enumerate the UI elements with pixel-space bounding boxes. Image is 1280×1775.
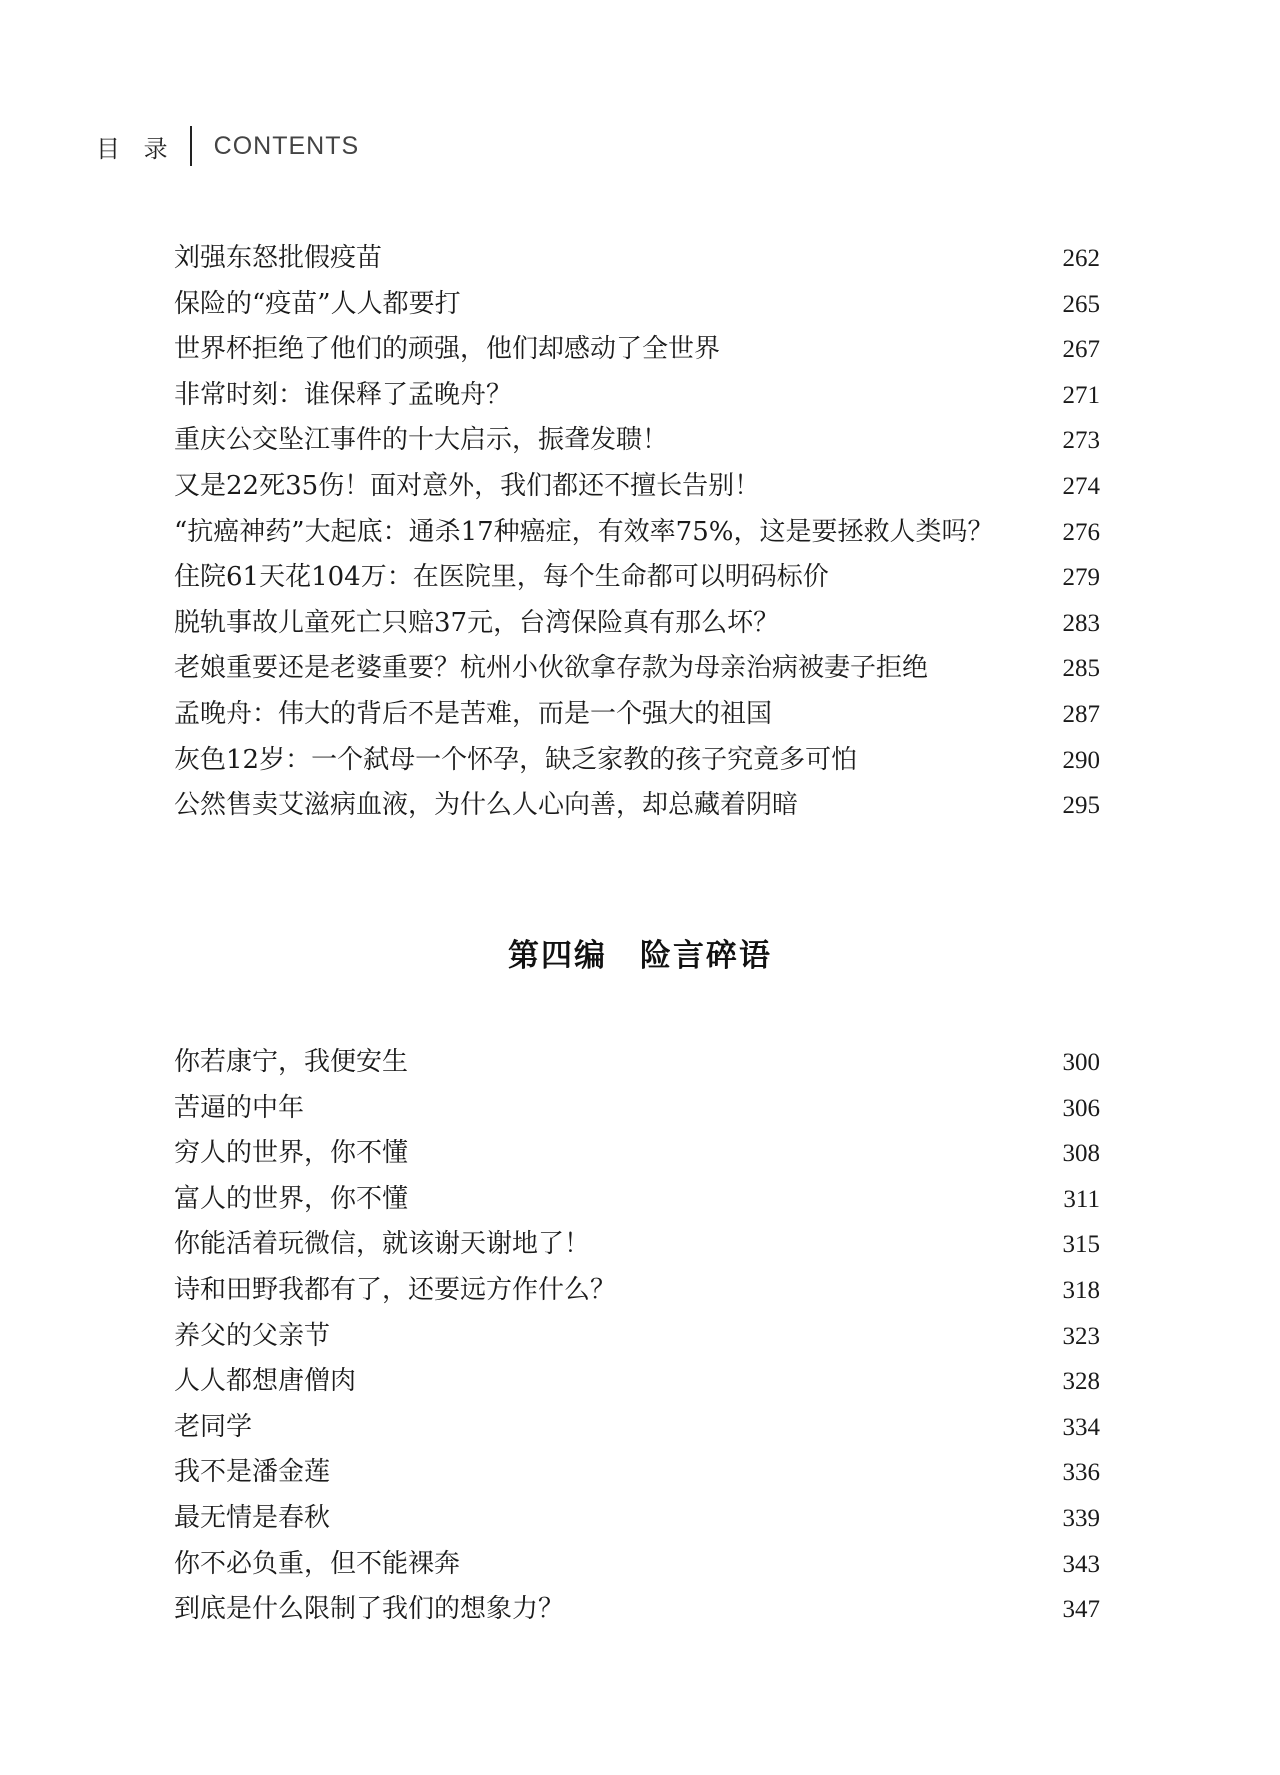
toc-entry (174, 1359, 1100, 1405)
toc-entry-page-number: 271 (1062, 381, 1100, 409)
toc-entry-page-number: 306 (1062, 1094, 1100, 1122)
toc-entry (174, 1542, 1100, 1588)
toc-list-part4 (174, 1040, 1100, 1633)
toc-entry-title: 住院61天花104万：在医院里，每个生命都可以明码标价 (174, 562, 829, 593)
toc-entry (174, 1450, 1100, 1496)
toc-entry (174, 1268, 1100, 1314)
toc-entry (174, 1177, 1100, 1223)
toc-entry-page-number: 343 (1062, 1550, 1100, 1578)
toc-entry-page-number: 334 (1062, 1413, 1100, 1441)
header-divider (190, 126, 192, 166)
toc-entry-page-number: 290 (1062, 746, 1100, 774)
toc-entry (174, 1405, 1100, 1451)
toc-entry-page-number: 323 (1062, 1322, 1100, 1350)
toc-entry-title: 富人的世界，你不懂 (174, 1183, 409, 1214)
header-title-en: CONTENTS (213, 131, 360, 160)
toc-entry-title: 刘强东怒批假疫苗 (174, 243, 383, 273)
toc-entry-page-number: 328 (1062, 1368, 1100, 1396)
toc-entry (174, 783, 1100, 829)
toc-entry (174, 1314, 1100, 1360)
toc-entry (174, 373, 1100, 419)
toc-entry-title: 养父的父亲节 (174, 1320, 331, 1351)
toc-entry (174, 1496, 1100, 1542)
toc-entry (174, 646, 1100, 692)
toc-entry-title: 保险的“疫苗”人人都要打 (174, 288, 461, 319)
toc-entry-title: 穷人的世界，你不懂 (174, 1138, 409, 1169)
toc-entry-title: 诗和田野我都有了，还要远方作什么？ (174, 1274, 617, 1305)
toc-entry-page-number: 308 (1062, 1140, 1100, 1168)
toc-entry-title: 我不是潘金莲 (174, 1457, 331, 1488)
toc-entry-page-number: 318 (1062, 1276, 1100, 1304)
toc-entry (174, 418, 1100, 464)
toc-entry (174, 692, 1100, 738)
page-header (96, 124, 359, 168)
toc-entry (174, 1587, 1100, 1633)
toc-entry-title: 苦逼的中年 (174, 1092, 305, 1123)
toc-entry (174, 464, 1100, 510)
toc-entry-title: 脱轨事故儿童死亡只赔37元，台湾保险真有那么坏？ (174, 607, 780, 638)
toc-entry-title: 你能活着玩微信，就该谢天谢地了！ (174, 1229, 591, 1260)
toc-entry-title: 你若康宁，我便安生 (174, 1047, 409, 1077)
toc-entry-title: 人人都想唐僧肉 (174, 1366, 357, 1397)
toc-entry (174, 1131, 1100, 1177)
toc-entry-title: 灰色12岁：一个弑母一个怀孕，缺乏家教的孩子究竟多可怕 (174, 744, 858, 775)
toc-entry-page-number: 279 (1062, 564, 1100, 592)
toc-entry (174, 236, 1100, 282)
toc-entry (174, 601, 1100, 647)
toc-entry (174, 738, 1100, 784)
toc-entry-title: 老同学 (174, 1411, 253, 1442)
toc-entry-title: 老娘重要还是老婆重要？杭州小伙欲拿存款为母亲治病被妻子拒绝 (174, 653, 929, 684)
toc-entry-title: “抗癌神药”大起底：通杀17种癌症，有效率75%，这是要拯救人类吗？ (174, 516, 994, 547)
toc-entry (174, 1222, 1100, 1268)
toc-entry-page-number: 287 (1062, 700, 1100, 728)
toc-entry-title: 最无情是春秋 (174, 1502, 331, 1533)
toc-entry (174, 510, 1100, 556)
toc-entry-page-number: 265 (1062, 290, 1100, 318)
toc-entry (174, 555, 1100, 601)
toc-entry (174, 327, 1100, 373)
header-title-zh: 目 录 (96, 134, 176, 163)
toc-entry-title: 重庆公交坠江事件的十大启示，振聋发聩！ (174, 425, 669, 456)
toc-entry-title: 非常时刻：谁保释了孟晚舟？ (174, 379, 513, 410)
toc-entry-title: 世界杯拒绝了他们的顽强，他们却感动了全世界 (174, 334, 721, 365)
toc-entry (174, 1040, 1100, 1086)
toc-list-part3 (174, 236, 1100, 829)
toc-entry-page-number: 300 (1062, 1049, 1100, 1076)
toc-entry-page-number: 339 (1062, 1504, 1100, 1532)
toc-entry-title: 你不必负重，但不能裸奔 (174, 1548, 461, 1579)
toc-entry-page-number: 283 (1062, 609, 1100, 637)
toc-entry-title: 又是22死35伤！面对意外，我们都还不擅长告别！ (174, 470, 761, 501)
toc-entry (174, 282, 1100, 328)
section-heading: 第四编 险言碎语 (508, 938, 772, 974)
toc-entry-page-number: 273 (1062, 427, 1100, 455)
toc-entry-page-number: 295 (1062, 792, 1100, 820)
toc-entry-title: 到底是什么限制了我们的想象力？ (174, 1594, 565, 1625)
toc-entry-page-number: 347 (1062, 1596, 1100, 1624)
toc-entry-title: 孟晚舟：伟大的背后不是苦难，而是一个强大的祖国 (174, 698, 773, 729)
toc-entry-page-number: 274 (1062, 472, 1100, 500)
toc-entry-page-number: 311 (1063, 1185, 1100, 1213)
toc-entry-page-number: 285 (1062, 655, 1100, 683)
toc-entry-page-number: 262 (1062, 245, 1100, 272)
toc-entry-page-number: 276 (1062, 518, 1100, 546)
toc-entry-page-number: 267 (1062, 336, 1100, 364)
toc-entry-title: 公然售卖艾滋病血液，为什么人心向善，却总藏着阴暗 (174, 790, 799, 821)
toc-entry-page-number: 315 (1062, 1231, 1100, 1259)
toc-entry (174, 1086, 1100, 1132)
toc-entry-page-number: 336 (1062, 1459, 1100, 1487)
